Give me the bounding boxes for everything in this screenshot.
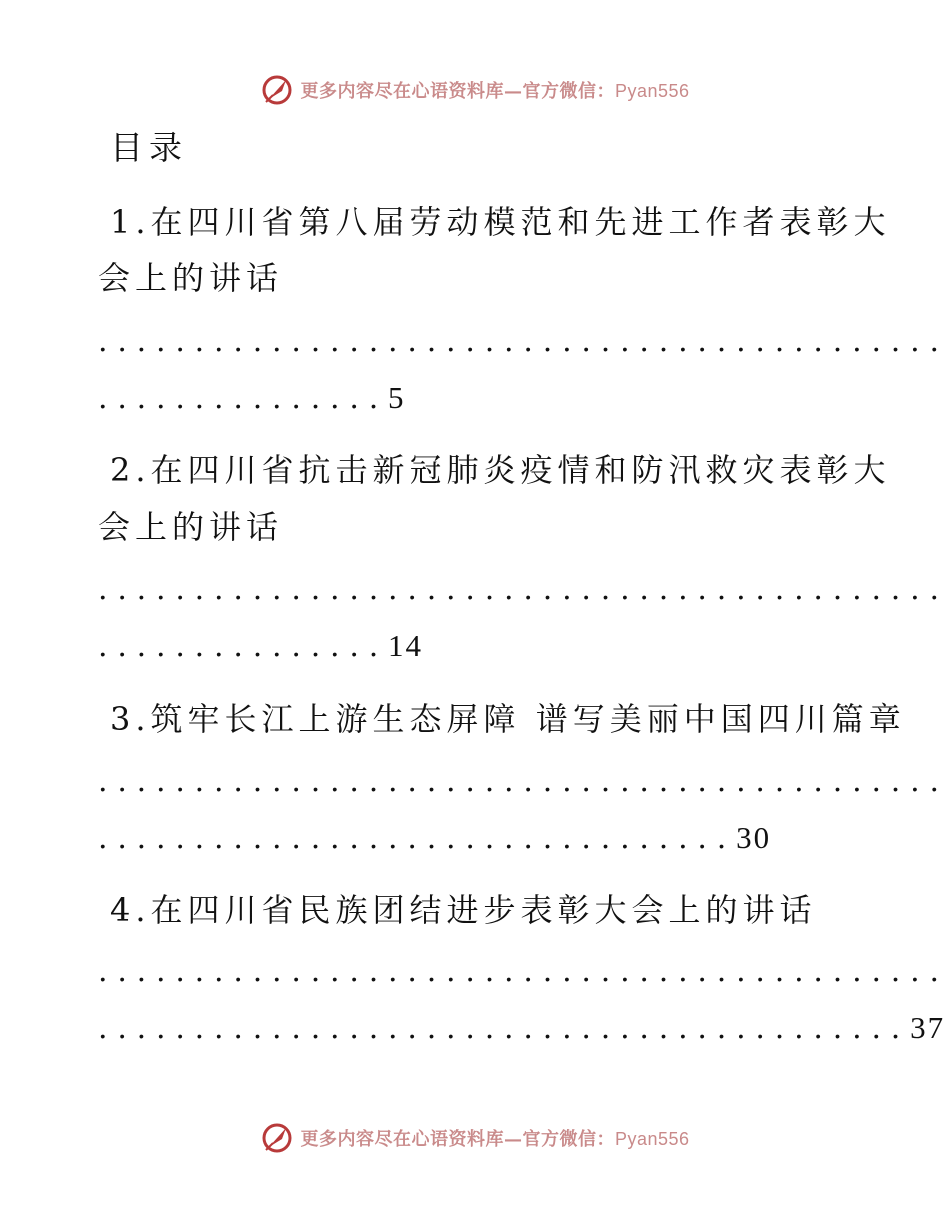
toc-entry-2-title[interactable]: 2.在四川省抗击新冠肺炎疫情和防汛救灾表彰大 <box>110 451 891 489</box>
footer-banner-text <box>300 1125 689 1151</box>
toc-entry-4-title[interactable]: 4.在四川省民族团结进步表彰大会上的讲话 <box>110 891 817 929</box>
header-wechat-id: Pyan556 <box>614 81 690 101</box>
toc-entry-4-leader <box>98 950 949 994</box>
leader-dots: ............... <box>98 629 389 664</box>
leader-dots: ................................. <box>98 821 737 856</box>
footer-wechat-id: Pyan556 <box>614 1129 690 1149</box>
footer-banner-slogan: 更多内容尽在心语资料库—官方微信： <box>300 1129 615 1150</box>
toc-entry-3-title[interactable]: 3.筑牢长江上游生态屏障 谱写美丽中国四川篇章 <box>110 700 906 738</box>
leader-dots: .......................................... <box>98 1011 911 1046</box>
toc-entry-1-leader-end <box>98 376 406 420</box>
toc-entry-1-page[interactable]: 5 <box>388 380 406 415</box>
header-banner-slogan: 更多内容尽在心语资料库—官方微信： <box>300 81 615 102</box>
leader-dots: ............................................ <box>98 954 949 989</box>
toc-entry-4-page[interactable]: 37 <box>910 1010 946 1045</box>
leader-dots: ............... <box>98 381 389 416</box>
toc-entry-3-leader-end <box>98 816 771 860</box>
toc-entry-2-title-cont[interactable]: 会上的讲话 <box>98 508 284 546</box>
header-banner <box>0 70 950 110</box>
quill-logo-icon <box>260 73 294 107</box>
header-banner-text <box>300 77 689 103</box>
toc-entry-3-leader <box>98 760 949 804</box>
toc-entry-1-title[interactable]: 1.在四川省第八届劳动模范和先进工作者表彰大 <box>110 203 891 241</box>
quill-logo-icon <box>260 1121 294 1155</box>
leader-dots: ............................................ <box>98 324 949 359</box>
toc-entry-2-leader-end <box>98 624 423 668</box>
toc-entry-3-page[interactable]: 30 <box>736 820 772 855</box>
leader-dots: ............................................ <box>98 764 949 799</box>
footer-banner <box>0 1118 950 1158</box>
toc-entry-1-leader <box>98 320 949 364</box>
toc-entry-2-page[interactable]: 14 <box>388 628 424 663</box>
toc-entry-4-leader-end <box>98 1006 945 1050</box>
toc-entry-1-title-cont[interactable]: 会上的讲话 <box>98 259 284 297</box>
leader-dots: ............................................ <box>98 572 949 607</box>
toc-title: 目录 <box>110 128 188 167</box>
toc-entry-2-leader <box>98 568 949 612</box>
